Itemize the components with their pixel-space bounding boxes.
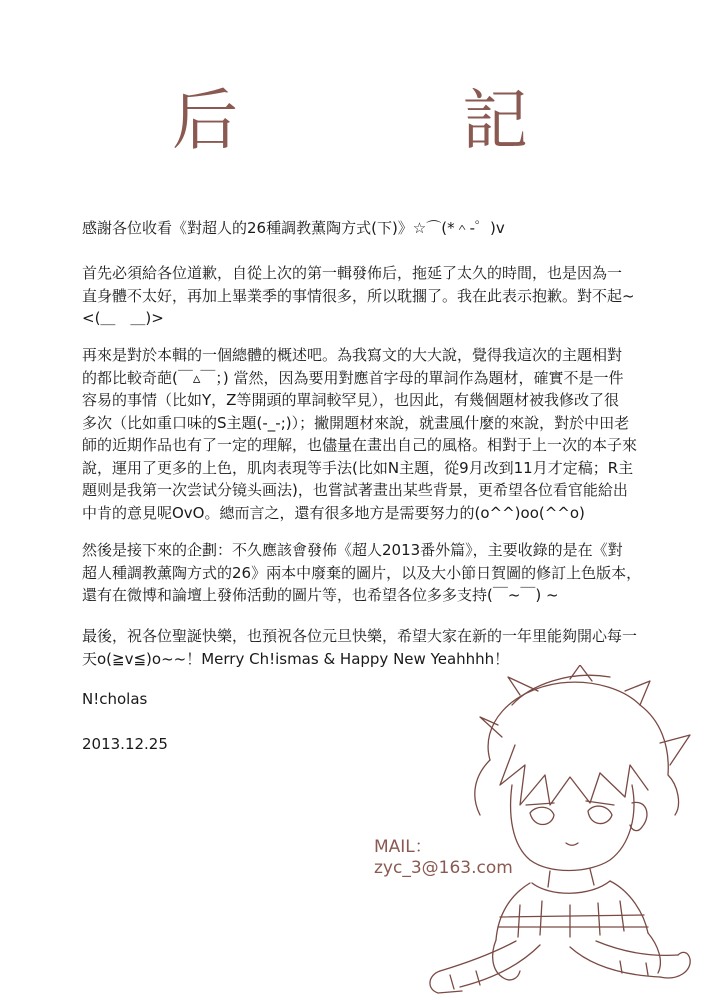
wishes-paragraph: 最後，祝各位聖誕快樂，也預祝各位元旦快樂，希望大家在新的一年里能夠開心每一 天o(≧v≦)o~~！Merry Ch!ismas & Happy New Yeahhhh！	[82, 627, 638, 668]
apology-paragraph: 首先必須給各位道歉，自從上次的第一輯發佈后，拖延了太久的時間，也是因為一 直身體不太好，再加上畢業季的事情很多，所以耽擱了。我在此表示抱歉。對不起~ <(＿ ＿)>	[82, 264, 635, 327]
afterword-title-second-char: 記	[462, 82, 528, 159]
mail-address: zyc_3@163.com	[374, 858, 513, 878]
plans-paragraph: 然後是接下來的企劃：不久應該會發佈《超人2013番外篇》，主要收錄的是在《對 超人種調教薰陶方式的26》兩本中廢棄的圖片，以及大小節日賀圖的修訂上色版本， 還有在微博和論壇上發佈活動的圖片等，也希望各位多多支持(￣~￣) ~	[82, 541, 642, 604]
author-signature: N!cholas	[82, 690, 148, 708]
mail-label: MAIL：	[374, 837, 432, 857]
thanks-paragraph: 感謝各位收看《對超人的26種調教薫陶方式(下)》☆⌒(*＾-゜)v	[82, 219, 505, 237]
overview-paragraph: 再來是對於本輯的一個總體的概述吧。為我寫文的大大說，覺得我這次的主題相對 的都比較奇葩(￣▵￣；) 當然，因為要用對應首字母的單詞作為題材，確實不是一件 容易的事情（比如Y，Z等開頭的單詞較罕見），也因此，有幾個題材被我修改了很 多次（比如重口味的S主題(-_-;)）；撇開題材來說，就畫風什麼的來說，對於中田老 師的近期作品也有了一定的理解，也儘量在畫出自己的風格。相對于上一次的本子來 說，運用了更多的上色，肌肉表現等手法(比如N主題，從9月改到11月才定稿；R主 題则是我第一次尝试分镜头画法)，也嘗試著畫出某些背景，更希望各位看官能給出 中肯的意見呢OvO。總而言之，還有很多地方是需要努力的(o^^)oo(^^o)	[82, 346, 638, 522]
chibi-character-sketch	[420, 665, 705, 995]
afterword-title-first-char: 后	[172, 82, 238, 159]
date-line: 2013.12.25	[82, 735, 168, 753]
